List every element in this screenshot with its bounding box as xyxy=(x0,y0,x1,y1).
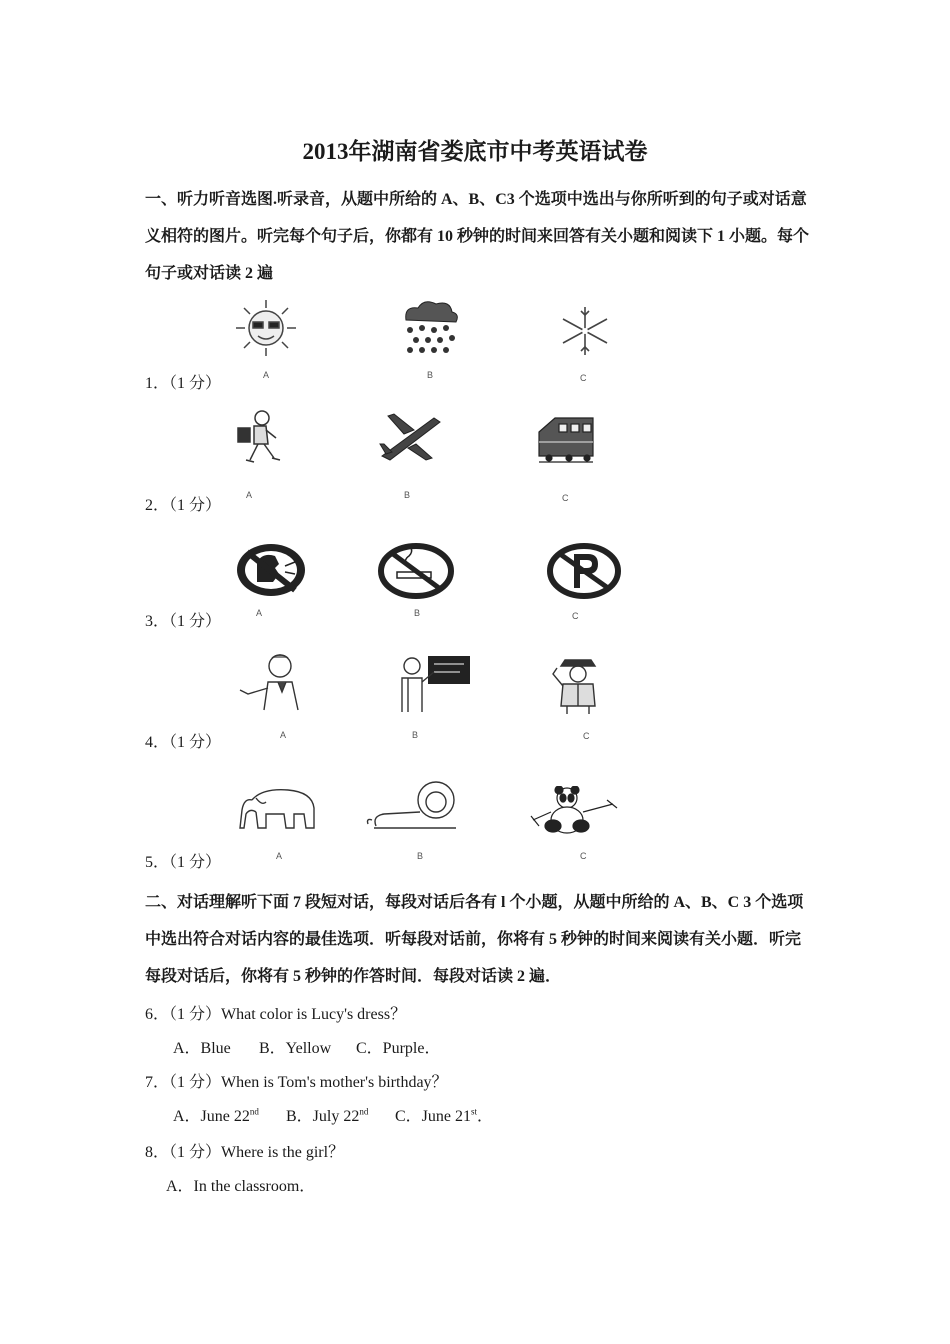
rain-cloud-icon xyxy=(398,298,462,356)
policeman-icon xyxy=(545,650,611,716)
option-label: A xyxy=(280,730,287,740)
question-number: 1． xyxy=(145,375,170,392)
teacher-icon xyxy=(394,652,474,714)
question-5 xyxy=(145,849,221,872)
question-3 xyxy=(145,608,221,631)
option-label: C xyxy=(580,373,587,383)
q7-option-b[interactable] xyxy=(286,1103,368,1126)
option-text: B．July 22 xyxy=(286,1108,360,1125)
q6-option-c[interactable]: C．Purple． xyxy=(356,1040,441,1057)
question-score: （1 分） xyxy=(169,613,222,630)
page-title: 2013年湖南省娄底市中考英语试卷 xyxy=(302,139,648,164)
option-label: B xyxy=(427,370,434,380)
question-1 xyxy=(145,370,221,393)
question-number: 2． xyxy=(145,497,170,514)
walking-boy-icon xyxy=(232,408,288,466)
question-score: （1 分） xyxy=(169,375,222,392)
train-icon xyxy=(535,412,597,470)
question-2 xyxy=(145,492,221,515)
question-score: （1 分） xyxy=(169,734,222,751)
no-parking-icon xyxy=(546,542,622,600)
option-label: B xyxy=(417,851,424,861)
q7-option-a[interactable] xyxy=(173,1103,259,1126)
option-text: A．June 22 xyxy=(173,1108,250,1125)
option-label: B xyxy=(414,608,421,618)
option-end: ． xyxy=(477,1108,494,1125)
option-label: A xyxy=(263,370,270,380)
lion-icon xyxy=(366,778,462,836)
question-6-stem: 6．（1 分）What color is Lucy's dress？ xyxy=(145,1006,407,1023)
q6-option-b[interactable]: B．Yellow xyxy=(259,1040,332,1057)
snowflake-icon xyxy=(555,303,615,359)
option-label: A xyxy=(276,851,283,861)
question-8-stem: 8．（1 分）Where is the girl？ xyxy=(145,1144,345,1161)
question-number: 3． xyxy=(145,613,170,630)
option-label: C xyxy=(572,611,579,621)
doctor-icon xyxy=(234,650,314,712)
ordinal-suffix: st xyxy=(471,1106,478,1117)
option-label: C xyxy=(583,731,590,741)
question-7-stem: 7．（1 分）When is Tom's mother's birthday？ xyxy=(145,1074,448,1091)
option-label: A xyxy=(256,608,263,618)
ordinal-suffix: nd xyxy=(359,1106,369,1117)
option-label: C xyxy=(562,493,569,503)
q8-option-a[interactable]: A．In the classroom． xyxy=(166,1178,316,1195)
option-text: C．June 21 xyxy=(395,1108,472,1125)
panda-icon xyxy=(527,786,623,836)
option-label: A xyxy=(246,490,253,500)
ordinal-suffix: nd xyxy=(249,1106,259,1117)
question-number: 4． xyxy=(145,734,170,751)
airplane-icon xyxy=(376,404,444,464)
question-number: 5． xyxy=(145,854,170,871)
no-talking-icon xyxy=(233,540,309,600)
section-one-instructions: 一、听力听音选图.听录音，从题中所给的 A、B、C3 个选项中选出与你所听到的句子或对话意义相符的图片。听完每个句子后，你都有 10 秒钟的时间来回答有关小题和阅读下 1 小题。每个句子或对话读 2 遍 xyxy=(145,191,810,282)
option-label: B xyxy=(404,490,411,500)
q7-option-c[interactable] xyxy=(395,1103,493,1126)
section-two-instructions: 二、对话理解听下面 7 段短对话，每段对话后各有 l 个小题，从题中所给的 A、B、C 3 个选项中选出符合对话内容的最佳选项．听每段对话前，你将有 5 秒钟的时间来阅读有关小题．听完每段对话后，你将有 5 秒钟的作答时间．每段对话读 2 遍． xyxy=(145,894,804,985)
question-score: （1 分） xyxy=(169,854,222,871)
sun-icon xyxy=(230,298,302,358)
question-score: （1 分） xyxy=(169,497,222,514)
elephant-icon xyxy=(232,784,322,834)
no-smoking-icon xyxy=(377,542,455,600)
option-label: C xyxy=(580,851,587,861)
q6-option-a[interactable]: A．Blue xyxy=(173,1040,231,1057)
option-label: B xyxy=(412,730,419,740)
question-4 xyxy=(145,729,221,752)
